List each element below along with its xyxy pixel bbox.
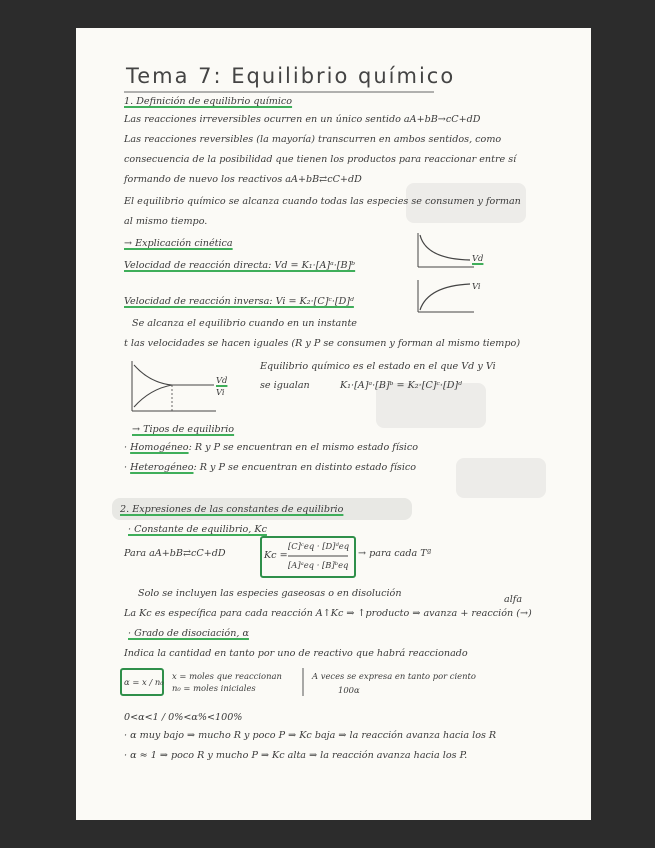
kc-note: → para cada Tª [358, 548, 432, 559]
direct-rate-graph [416, 233, 476, 273]
text-line: se igualan [260, 380, 310, 391]
fraction-bar [288, 555, 350, 557]
reaction-line: Para aA+bB⇄cC+dD [124, 548, 226, 559]
kc-heading: · Constante de equilibrio, Kc [128, 524, 267, 535]
text-line: Las reacciones irreversibles ocurren en un único sentido aA+bB→cC+dD [124, 114, 481, 125]
graph2-vd-label: Vd [216, 375, 228, 385]
graph2-vi-label: Vi [216, 387, 225, 397]
graph-vi-label: Vi [472, 281, 481, 291]
kc-formula-box [260, 536, 356, 578]
section-1-heading: 1. Definición de equilibrio químico [124, 96, 293, 107]
text-line: Solo se incluyen las especies gaseosas o en disolución [138, 588, 402, 599]
alpha-formula: α = x / n₀ [124, 677, 164, 687]
heterogeneous-term: Heterogéneo [130, 462, 194, 473]
page-title: Tema 7: Equilibrio químico [126, 64, 456, 88]
bullet-high-alpha: · α ≈ 1 ⇒ poco R y mucho P ⇒ Kc alta ⇒ la reacción avanza hacia los P. [124, 750, 468, 761]
text-line: formando de nuevo los reactivos aA+bB⇄cC+dD [124, 174, 362, 185]
kc-lhs: Kc = [264, 550, 288, 561]
text-line: Las reacciones reversibles (la mayoría) transcurren en ambos sentidos, como [124, 134, 502, 145]
text-line: El equilibrio químico se alcanza cuando todas las especies se consumen y forman [124, 196, 521, 207]
inverse-rate-line: Velocidad de reacción inversa: Vi = K₂·[C]ᶜ·[D]ᵈ [124, 296, 354, 307]
alpha-formula-box [120, 668, 164, 696]
n-definition: n₀ = moles iniciales [172, 683, 256, 693]
type-heterogeneous: · Heterogéneo: R y P se encuentran en distinto estado físico [124, 462, 417, 473]
title-underline [124, 90, 444, 94]
text-line: t las velocidades se hacen iguales (R y P se consumen y forman al mismo tiempo) [124, 338, 521, 349]
text-line: al mismo tiempo. [124, 216, 208, 227]
kc-numerator: [C]ᶜeq · [D]ᵈeq [288, 541, 350, 551]
equilibrium-graph [130, 361, 220, 413]
equilibrium-equation: K₁·[A]ᵃ·[B]ᵇ = K₂·[C]ᶜ·[D]ᵈ [340, 380, 462, 391]
text-line: Equilibrio químico es el estado en el que Vd y Vi [260, 361, 496, 372]
direct-rate-line: Velocidad de reacción directa: Vd = K₁·[A]ᵃ·[B]ᵇ [124, 260, 356, 271]
alpha-range: 0<α<1 / 0%<α%<100% [124, 712, 243, 723]
section-2-heading: 2. Expresiones de las constantes de equilibrio [120, 504, 344, 515]
x-definition: x = moles que reaccionan [172, 671, 282, 681]
text-line: La Kc es específica para cada reacción A↑Kc ⇒ ↑producto ⇒ avanza + reacción (→) [124, 608, 532, 619]
text-line: Indica la cantidad en tanto por uno de reactivo que habrá reaccionado [124, 648, 468, 659]
heterogeneous-definition: : R y P se encuentran en distinto estado físico [193, 462, 417, 473]
text-line: consecuencia de la posibilidad que tienen los productos para reaccionar entre sí [124, 154, 517, 165]
graph-vd-label: Vd [472, 253, 484, 263]
kinetic-heading: → Explicación cinética [124, 238, 233, 249]
alpha-heading: · Grado de disociación, α [128, 628, 249, 639]
percent-formula: 100α [338, 685, 360, 695]
bleed-through-mark [456, 458, 546, 498]
homogeneous-definition: : R y P se encuentran en el mismo estado físico [188, 442, 419, 453]
percent-note: A veces se expresa en tanto por ciento [312, 671, 476, 681]
homogeneous-term: Homogéneo [130, 442, 189, 453]
types-heading: → Tipos de equilibrio [132, 424, 235, 435]
text-line: Se alcanza el equilibrio cuando en un instante [132, 318, 357, 329]
type-homogeneous: · Homogéneo: R y P se encuentran en el mismo estado físico [124, 442, 419, 453]
inverse-rate-graph [416, 280, 476, 316]
bullet-low-alpha: · α muy bajo ⇒ mucho R y poco P ⇒ Kc baja ⇒ la reacción avanza hacia los R [124, 730, 497, 741]
alfa-word: alfa [504, 594, 523, 605]
notebook-page [76, 28, 591, 820]
kc-denominator: [A]ᵃeq · [B]ᵇeq [288, 560, 349, 570]
divider-line [302, 668, 304, 698]
